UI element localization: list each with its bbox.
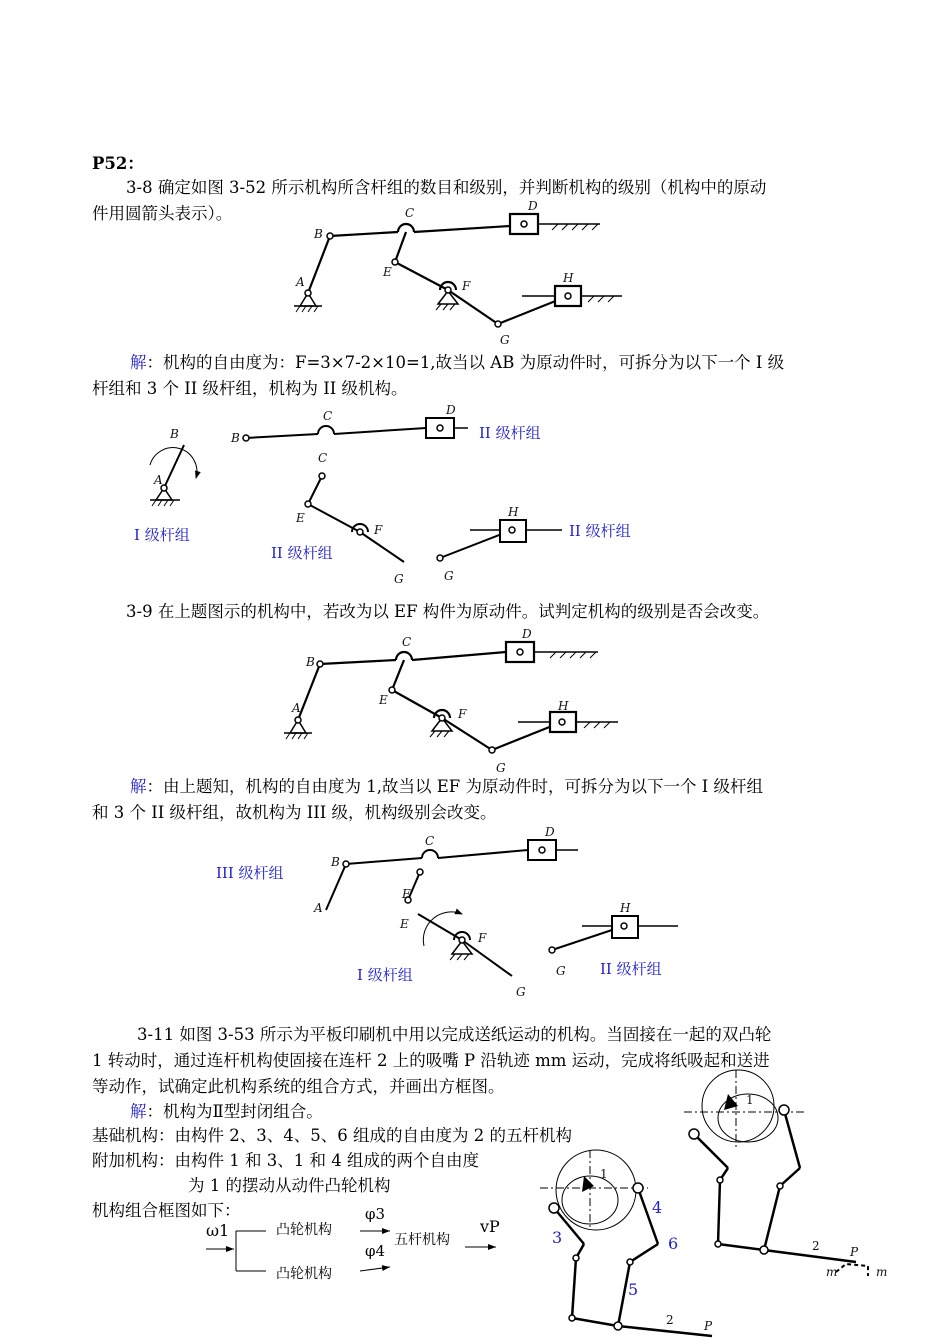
svg-text:B: B: [231, 431, 240, 445]
svg-text:B: B: [314, 227, 323, 241]
svg-text:D: D: [545, 825, 555, 839]
figure-decomposition-1: [150, 418, 562, 562]
five-bar-mechanism: 五杆机构: [394, 1232, 450, 1248]
svg-text:G: G: [556, 964, 566, 978]
svg-text:C: C: [405, 206, 415, 220]
answer-3-8-line2: 杆组和 3 个 II 级杆组，机构为 II 级机构。: [92, 379, 408, 398]
answer-text: ：由上题知，机构的自由度为 1,故当以 EF 为原动件时，可拆分为以下一个 I 级杆组: [146, 777, 763, 796]
fig-label-5: 5: [628, 1280, 639, 1299]
svg-text:B: B: [306, 655, 315, 669]
fig-label-1b: 1: [746, 1093, 754, 1107]
question-3-11-line3: 等动作，试确定此机构系统的组合方式，并画出方框图。: [92, 1077, 505, 1096]
svg-text:A: A: [292, 701, 301, 715]
question-3-8-line2: 件用圆箭头表示）。: [92, 204, 233, 223]
svg-text:G: G: [500, 333, 510, 347]
answer-prefix: 解: [130, 1102, 147, 1121]
svg-text:F: F: [374, 523, 383, 537]
svg-text:H: H: [563, 271, 574, 285]
answer-3-9-line2: 和 3 个 II 级杆组，故机构为 III 级，机构级别会改变。: [92, 803, 497, 822]
answer-prefix: 解: [130, 777, 147, 796]
phi3-label: φ3: [365, 1205, 386, 1223]
output-vp: vP: [480, 1217, 500, 1236]
question-3-11-line2: 1 转动时，通过连杆机构使固接在连杆 2 上的吸嘴 P 沿轨迹 mm 运动，完成将纸吸起和送进: [92, 1051, 770, 1070]
label-group-ii-right: II 级杆组: [569, 522, 631, 540]
svg-text:E: E: [296, 511, 305, 525]
fig-label-4: 4: [652, 1198, 663, 1217]
svg-text:G: G: [444, 569, 454, 583]
figure-3-53: [540, 1070, 868, 1336]
label-group-iii: III 级杆组: [216, 864, 284, 882]
label-group-ii-top: II 级杆组: [479, 424, 541, 442]
phi4-label: φ4: [365, 1242, 386, 1260]
block-diagram-title: 机构组合框图如下：: [92, 1201, 241, 1220]
svg-text:A: A: [296, 275, 305, 289]
fig-label-2: 2: [666, 1313, 674, 1327]
svg-text:C: C: [402, 635, 412, 649]
svg-text:F: F: [462, 279, 471, 293]
svg-text:H: H: [508, 505, 519, 519]
fig-label-pb: P: [850, 1245, 859, 1259]
answer-text: ：机构的自由度为：F=3×7-2×10=1,故当以 AB 为原动件时，可拆分为以下一个 I 级: [146, 353, 785, 372]
extra-mechanism-line2: 为 1 的摆动从动件凸轮机构: [188, 1176, 391, 1195]
extra-mechanism-line1: 附加机构：由构件 1 和 3、1 和 4 组成的两个自由度: [92, 1151, 479, 1170]
svg-text:B: B: [170, 427, 179, 441]
svg-text:F: F: [402, 887, 411, 901]
cam-mechanism-1: 凸轮机构: [276, 1222, 332, 1238]
base-mechanism: 基础机构：由构件 2、3、4、5、6 组成的自由度为 2 的五杆机构: [92, 1126, 572, 1145]
svg-text:E: E: [400, 917, 409, 931]
svg-text:B: B: [331, 855, 340, 869]
svg-text:C: C: [318, 451, 328, 465]
label-group-i: I 级杆组: [134, 526, 190, 544]
svg-text:G: G: [394, 572, 404, 586]
svg-text:E: E: [379, 693, 388, 707]
svg-text:F: F: [478, 931, 487, 945]
svg-text:C: C: [425, 834, 435, 848]
svg-text:C: C: [323, 409, 333, 423]
fig-label-m2: m: [876, 1265, 888, 1279]
label-group-i-b: I 级杆组: [357, 966, 413, 984]
figure-3-52: [294, 214, 622, 324]
fig-label-6: 6: [668, 1234, 679, 1253]
label-group-ii-mid: II 级杆组: [271, 544, 333, 562]
question-3-8-line1: 3-8 确定如图 3-52 所示机构所含杆组的数目和级别，并判断机构的级别（机构中的原动: [126, 178, 767, 197]
input-omega: ω1: [206, 1221, 230, 1240]
label-group-ii-b: II 级杆组: [600, 960, 662, 978]
svg-text:E: E: [383, 265, 392, 279]
answer-text: ：机构为Ⅱ型封闭组合。: [146, 1102, 323, 1121]
svg-text:H: H: [620, 901, 631, 915]
figure-3-9: [284, 642, 618, 750]
question-3-9: 3-9 在上题图示的机构中，若改为以 EF 构件为原动件。试判定机构的级别是否会改变。: [126, 602, 770, 621]
section-heading: P52：: [92, 154, 144, 173]
fig-label-1: 1: [600, 1167, 608, 1181]
fig-label-m1: m: [826, 1265, 838, 1279]
svg-text:D: D: [446, 403, 456, 417]
cam-mechanism-2: 凸轮机构: [276, 1266, 332, 1282]
svg-text:G: G: [516, 985, 526, 999]
answer-prefix: 解: [130, 353, 147, 372]
fig-label-p: P: [704, 1319, 713, 1333]
svg-text:G: G: [496, 761, 506, 775]
fig-label-2b: 2: [812, 1239, 820, 1253]
svg-text:D: D: [522, 627, 532, 641]
svg-text:D: D: [528, 199, 538, 213]
fig-label-3: 3: [552, 1228, 563, 1247]
svg-text:H: H: [558, 699, 569, 713]
svg-text:A: A: [314, 901, 323, 915]
question-3-11-line1: 3-11 如图 3-53 所示为平板印刷机中用以完成送纸运动的机构。当固接在一起的双凸轮: [137, 1025, 772, 1044]
svg-text:F: F: [458, 707, 467, 721]
svg-text:A: A: [154, 473, 163, 487]
